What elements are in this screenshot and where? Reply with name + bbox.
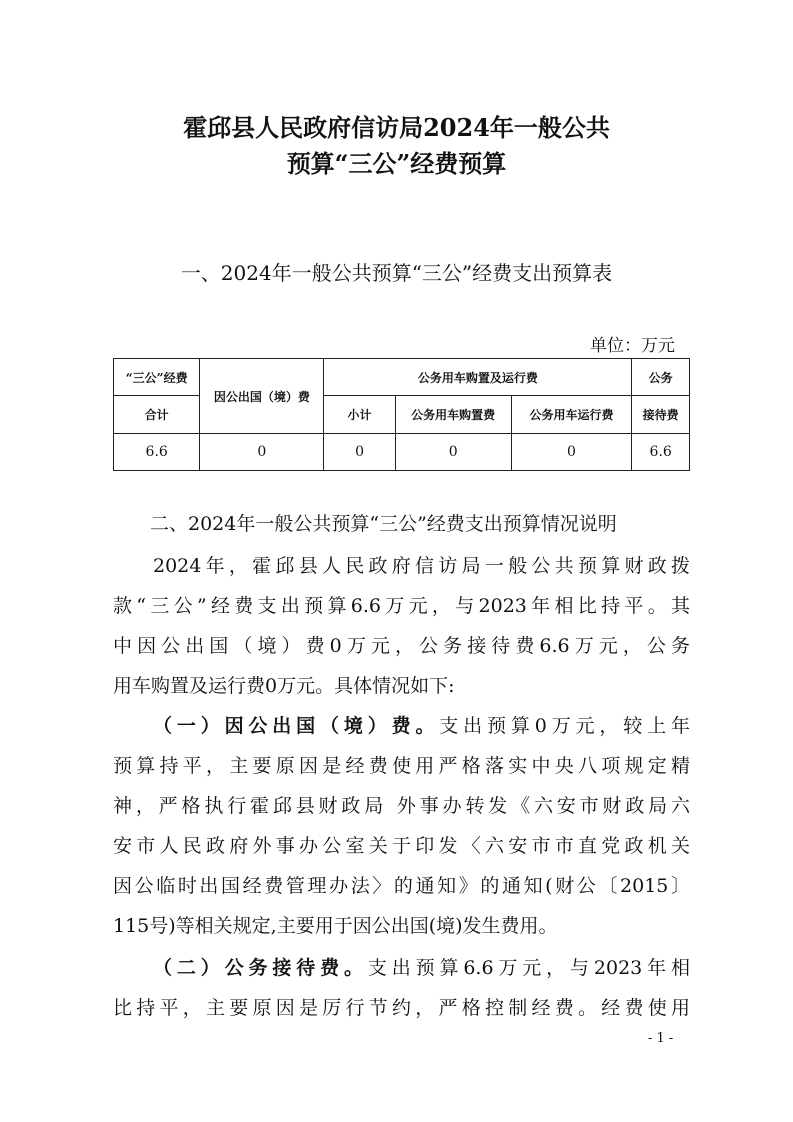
header-subtotal: 小计 bbox=[324, 396, 395, 434]
header-car-running: 公务用车运行费 bbox=[511, 396, 632, 434]
body-line: 因公临时出国经费管理办法〉的通知》的通知(财公〔2015〕 bbox=[113, 875, 690, 897]
body-line: （一）因公出国（境）费。支出预算0万元，较上年 bbox=[153, 715, 690, 737]
body-line: 预算持平，主要原因是经费使用严格落实中央八项规定精 bbox=[113, 755, 690, 777]
cell: 0 bbox=[511, 434, 632, 471]
body-line: 中因公出国（境）费0万元，公务接待费6.6万元，公务 bbox=[113, 635, 690, 657]
body-line: 2024年，霍邱县人民政府信访局一般公共预算财政拨 bbox=[153, 555, 690, 577]
cell: 0 bbox=[395, 434, 511, 471]
header-reception: 公务 bbox=[632, 359, 690, 396]
page-number: - 1 - bbox=[648, 1031, 674, 1046]
section1-heading: 一、2024年一般公共预算“三公”经费支出预算表 bbox=[180, 261, 613, 285]
header-car-purchase: 公务用车购置费 bbox=[395, 396, 511, 434]
cell: 6.6 bbox=[632, 434, 690, 471]
header-reception-2: 接待费 bbox=[632, 396, 690, 434]
budget-table bbox=[113, 358, 690, 471]
body-line: 比持平，主要原因是厉行节约，严格控制经费。经费使用 bbox=[113, 997, 690, 1019]
body-line: 115号)等相关规定,主要用于因公出国(境)发生费用。 bbox=[113, 915, 558, 937]
body-line: 安市人民政府外事办公室关于印发〈六安市市直党政机关 bbox=[113, 835, 690, 857]
header-car: 公务用车购置及运行费 bbox=[324, 359, 632, 396]
cell: 0 bbox=[324, 434, 395, 471]
bold-heading-1: （一）因公出国（境）费。 bbox=[153, 715, 440, 737]
header-abroad: 因公出国（境）费 bbox=[200, 359, 324, 434]
doc-title-line1: 霍邱县人民政府信访局2024年一般公共 bbox=[183, 113, 610, 142]
body-line: 用车购置及运行费0万元。具体情况如下: bbox=[113, 675, 455, 697]
header-total-2: 合计 bbox=[114, 396, 200, 434]
section2-heading: 二、2024年一般公共预算“三公”经费支出预算情况说明 bbox=[150, 513, 617, 535]
cell: 6.6 bbox=[114, 434, 200, 471]
cell: 0 bbox=[200, 434, 324, 471]
body-line: （二）公务接待费。支出预算6.6万元，与2023年相 bbox=[153, 957, 690, 979]
body-line: 神，严格执行霍邱县财政局 外事办转发《六安市财政局六 bbox=[113, 795, 690, 817]
header-total: “三公”经费 bbox=[114, 359, 200, 396]
doc-title-line2: 预算“三公”经费预算 bbox=[286, 149, 507, 178]
body-line: 款“三公”经费支出预算6.6万元，与2023年相比持平。其 bbox=[113, 595, 690, 617]
unit-label: 单位：万元 bbox=[590, 336, 675, 356]
table-row bbox=[114, 434, 690, 471]
bold-heading-2: （二）公务接待费。 bbox=[153, 957, 368, 979]
